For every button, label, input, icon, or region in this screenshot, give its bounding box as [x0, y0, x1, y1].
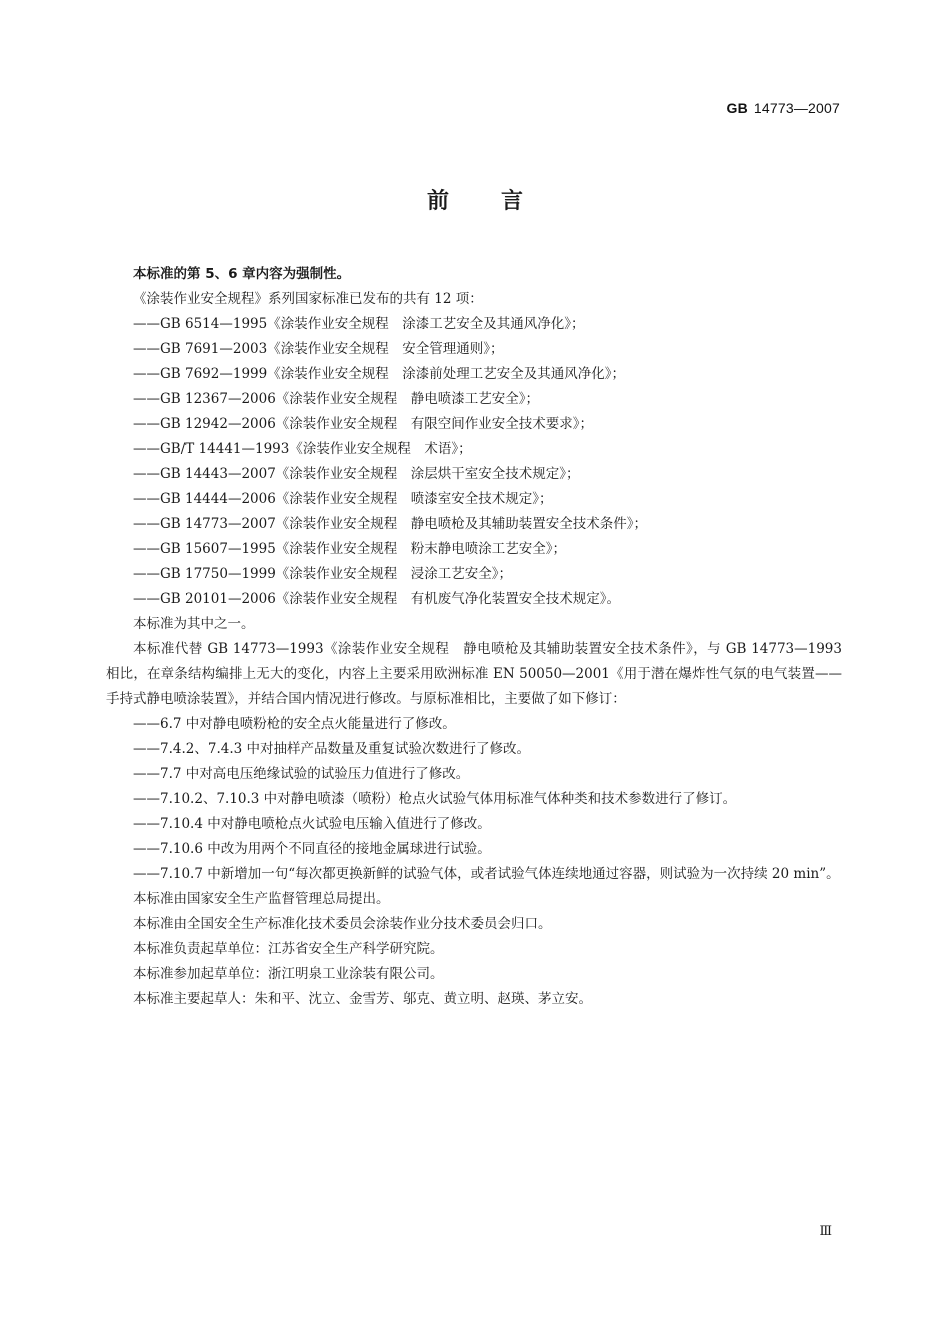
revision-item: ——6.7 中对静电喷粉枪的安全点火能量进行了修改。 — [133, 716, 456, 732]
standard-item: ——GB 15607—1995《涂装作业安全规程 粉末静电喷涂工艺安全》； — [133, 541, 567, 557]
standard-item: ——GB 14443—2007《涂装作业安全规程 涂层烘干室安全技术规定》； — [133, 466, 580, 482]
standard-item: ——GB 12942—2006《涂装作业安全规程 有限空间作业安全技术要求》； — [133, 416, 594, 432]
committee-statement: 本标准由全国安全生产标准化技术委员会涂装作业分技术委员会归口。 — [133, 916, 552, 932]
revision-item: ——7.4.2、7.4.3 中对抽样产品数量及重复试验次数进行了修改。 — [133, 741, 530, 757]
revision-item: ——7.10.7 中新增加一句“每次都更换新鲜的试验气体，或者试验气体连续地通过容器，则试验为一次持续 20 min”。 — [133, 866, 840, 882]
standard-item: ——GB 17750—1999《涂装作业安全规程 浸涂工艺安全》； — [133, 566, 513, 582]
standard-code: 14773—2007 — [753, 100, 840, 116]
lead-drafter-statement: 本标准负责起草单位：江苏省安全生产科学研究院。 — [133, 941, 444, 957]
page-number: Ⅲ — [819, 1224, 832, 1239]
revision-item: ——7.7 中对高电压绝缘试验的试验压力值进行了修改。 — [133, 766, 470, 782]
standard-item: ——GB 7691—2003《涂装作业安全规程 安全管理通则》； — [133, 341, 504, 357]
one-of-statement: 本标准为其中之一。 — [133, 616, 255, 632]
document-body — [106, 262, 847, 1012]
participating-drafter-statement: 本标准参加起草单位：浙江明泉工业涂装有限公司。 — [133, 966, 444, 982]
main-drafters-statement: 本标准主要起草人：朱和平、沈立、金雪芳、邬克、黄立明、赵瑛、茅立安。 — [133, 991, 592, 1007]
standard-item: ——GB/T 14441—1993《涂装作业安全规程 术语》； — [133, 441, 472, 457]
revision-item: ——7.10.4 中对静电喷枪点火试验电压输入值进行了修改。 — [133, 816, 491, 832]
standard-prefix: GB — [726, 100, 748, 116]
mandatory-statement: 本标准的第 5、6 章内容为强制性。 — [133, 266, 351, 282]
standard-item: ——GB 14773—2007《涂装作业安全规程 静电喷枪及其辅助装置安全技术条件》； — [133, 516, 648, 532]
standard-number-header — [727, 100, 840, 116]
page-title: 前言 — [426, 189, 575, 214]
proposer-statement: 本标准由国家安全生产监督管理总局提出。 — [133, 891, 390, 907]
series-intro: 《涂装作业安全规程》系列国家标准已发布的共有 12 项： — [133, 291, 483, 307]
revision-item: ——7.10.2、7.10.3 中对静电喷漆（喷粉）枪点火试验气体用标准气体种类和技术参数进行了修订。 — [133, 791, 737, 807]
standard-item: ——GB 12367—2006《涂装作业安全规程 静电喷漆工艺安全》； — [133, 391, 540, 407]
standard-item: ——GB 20101—2006《涂装作业安全规程 有机废气净化装置安全技术规定》。 — [133, 591, 621, 607]
standard-item: ——GB 14444—2006《涂装作业安全规程 喷漆室安全技术规定》； — [133, 491, 553, 507]
revision-item: ——7.10.6 中改为用两个不同直径的接地金属球进行试验。 — [133, 841, 491, 857]
replaces-paragraph: 本标准代替 GB 14773—1993《涂装作业安全规程 静电喷枪及其辅助装置安全技术条件》，与 GB 14773—1993 相比，在章条结构编排上无大的变化，内容上主要采用欧洲标准 EN 50050—2001《用于潜在爆炸性气氛的电气装置——手持式静电喷涂装置》，并结合国内情况进行修改。与原标准相比，主要做了如下修订： — [106, 641, 847, 707]
standard-item: ——GB 7692—1999《涂装作业安全规程 涂漆前处理工艺安全及其通风净化》； — [133, 366, 625, 382]
standard-item: ——GB 6514—1995《涂装作业安全规程 涂漆工艺安全及其通风净化》； — [133, 316, 585, 332]
